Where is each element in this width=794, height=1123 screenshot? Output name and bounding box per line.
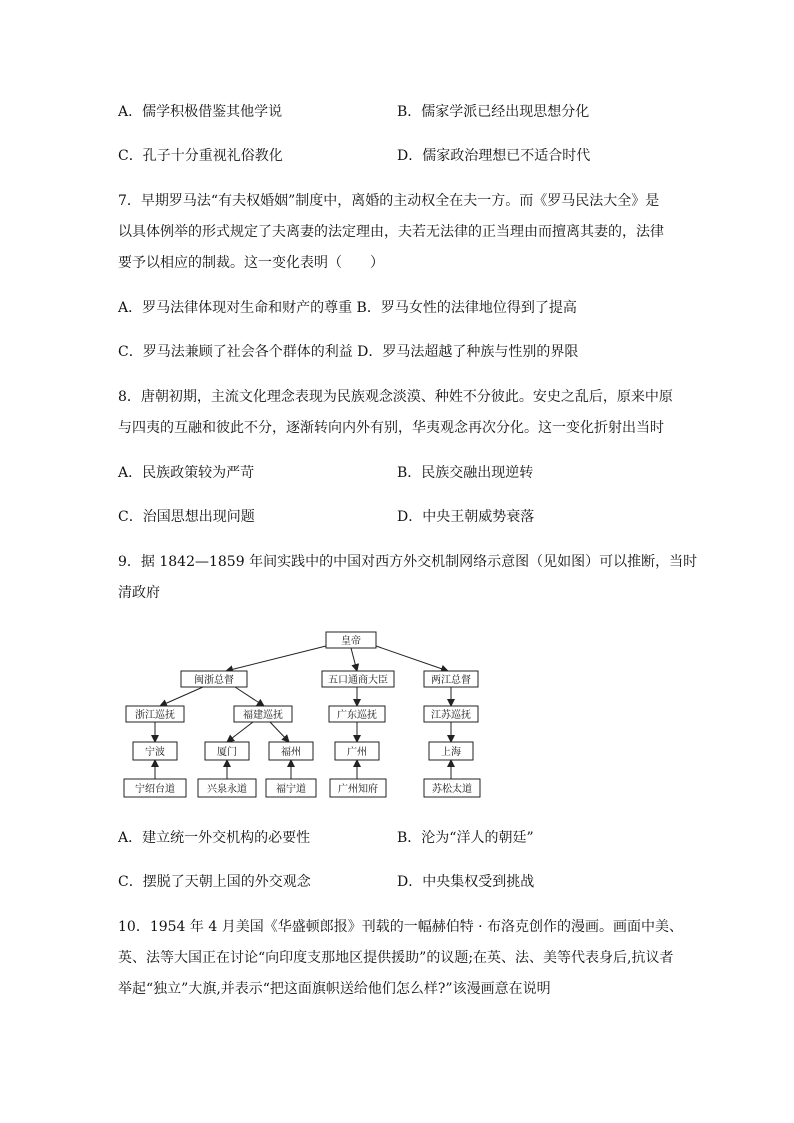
node-ningshao-circuit — [124, 779, 186, 797]
node-fujian-governor — [234, 706, 292, 722]
q9-stem-line-1: 9．据 1842—1859 年间实践中的中国对西方外交机制网络示意图（见如图）可以推断，当时 — [118, 554, 698, 570]
q9-option-c: C．摆脱了天朝上国的外交观念 — [118, 874, 311, 890]
node-shanghai — [429, 742, 473, 760]
node-xiamen — [205, 742, 249, 760]
svg-text:福宁道: 福宁道 — [276, 784, 306, 795]
node-jiangsu-governor — [424, 706, 478, 722]
node-guangzhou — [335, 742, 379, 760]
svg-text:广东巡抚: 广东巡抚 — [337, 710, 377, 721]
q7-stem-line-3: 要予以相应的制裁。这一变化表明（ ） — [118, 255, 384, 271]
svg-text:福州: 福州 — [281, 747, 301, 758]
svg-text:闽浙总督: 闽浙总督 — [194, 675, 234, 686]
svg-text:福建巡抚: 福建巡抚 — [243, 710, 283, 721]
node-emperor — [326, 632, 376, 648]
q8-option-d: D．中央王朝威势衰落 — [397, 509, 535, 525]
edge-emperor-wukou — [351, 648, 357, 671]
q10-stem-line-3: 举起“独立”大旗,并表示“把这面旗帜送给他们怎么样?”该漫画意在说明 — [118, 981, 551, 997]
q10-stem-line-1: 10．1954 年 4 月美国《华盛顿郎报》刊载的一幅赫伯特 · 布洛克创作的漫画。画面中美、 — [118, 919, 684, 935]
q7-options-cd: C．罗马法兼顾了社会各个群体的利益 D．罗马法超越了种族与性别的界限 — [118, 344, 579, 360]
svg-text:广州知府: 广州知府 — [338, 784, 378, 795]
q6-option-c: C．孔子十分重视礼俗教化 — [118, 148, 283, 164]
q8-option-c: C．治国思想出现问题 — [118, 509, 255, 525]
node-zhejiang-governor — [126, 706, 184, 722]
q8-stem-line-2: 与四夷的互融和彼此不分，逐渐转向内外有别，华夷观念再次分化。这一变化折射出当时 — [118, 420, 664, 436]
q6-option-b: B．儒家学派已经出现思想分化 — [397, 104, 590, 120]
q9-option-a: A．建立统一外交机构的必要性 — [118, 830, 311, 846]
node-susong-circuit — [424, 779, 480, 797]
q10-stem-line-2: 英、法等大国正在讨论“向印度支那地区提供援助”的议题;在英、法、美等代表身后,抗议者 — [118, 950, 674, 966]
q6-option-d: D．儒家政治理想已不适合时代 — [397, 148, 591, 164]
svg-text:五口通商大臣: 五口通商大臣 — [328, 675, 388, 686]
svg-text:浙江巡抚: 浙江巡抚 — [135, 710, 175, 721]
node-liangjiang-governor-general — [424, 671, 478, 687]
svg-text:两江总督: 两江总督 — [431, 675, 471, 686]
node-funing-circuit — [266, 779, 316, 797]
edge-emperor-liangjiang — [376, 646, 448, 671]
q9-option-b: B．沦为“洋人的朝廷” — [397, 830, 534, 846]
edge-minzhe-fujian — [235, 687, 264, 706]
q6-option-a: A．儒学积极借鉴其他学说 — [118, 104, 283, 120]
node-fuzhou — [269, 742, 313, 760]
svg-text:兴泉永道: 兴泉永道 — [207, 784, 247, 795]
q9-option-d: D．中央集权受到挑战 — [397, 874, 535, 890]
q7-stem-line-1: 7．早期罗马法“有夫权婚姻”制度中，离婚的主动权全在夫一方。而《罗马民法大全》是 — [118, 193, 660, 209]
svg-text:宁绍台道: 宁绍台道 — [135, 784, 175, 795]
q8-option-a: A．民族政策较为严苛 — [118, 465, 255, 481]
node-ningbo — [133, 742, 177, 760]
edge-fujian-xiamen — [227, 722, 253, 742]
node-guangzhou-prefect — [330, 779, 386, 797]
svg-text:皇帝: 皇帝 — [341, 636, 361, 647]
node-xingquan-circuit — [198, 779, 256, 797]
svg-text:江苏巡抚: 江苏巡抚 — [431, 710, 471, 721]
q7-stem-line-2: 以具体例举的形式规定了夫离妻的法定理由，夫若无法律的正当理由而擅离其妻的，法律 — [118, 224, 664, 240]
q9-stem-line-2: 清政府 — [118, 585, 160, 601]
svg-text:广州: 广州 — [347, 747, 367, 758]
edge-emperor-minzhe — [226, 646, 326, 671]
node-minzhe-governor-general — [181, 671, 247, 687]
edge-minzhe-zhejiang — [160, 687, 203, 706]
svg-text:厦门: 厦门 — [217, 747, 237, 758]
q8-stem-line-1: 8．唐朝初期，主流文化理念表现为民族观念淡漠、种姓不分彼此。安史之乱后，原来中原 — [118, 389, 673, 405]
q8-option-b: B．民族交融出现逆转 — [397, 465, 534, 481]
svg-text:上海: 上海 — [441, 747, 461, 758]
node-guangdong-governor — [329, 706, 385, 722]
q7-options-ab: A．罗马法律体现对生命和财产的尊重 B．罗马女性的法律地位得到了提高 — [118, 300, 577, 316]
node-wukou-minister — [322, 671, 394, 687]
svg-text:宁波: 宁波 — [145, 747, 165, 758]
edge-fujian-fuzhou — [270, 722, 289, 742]
svg-text:苏松太道: 苏松太道 — [432, 784, 472, 795]
